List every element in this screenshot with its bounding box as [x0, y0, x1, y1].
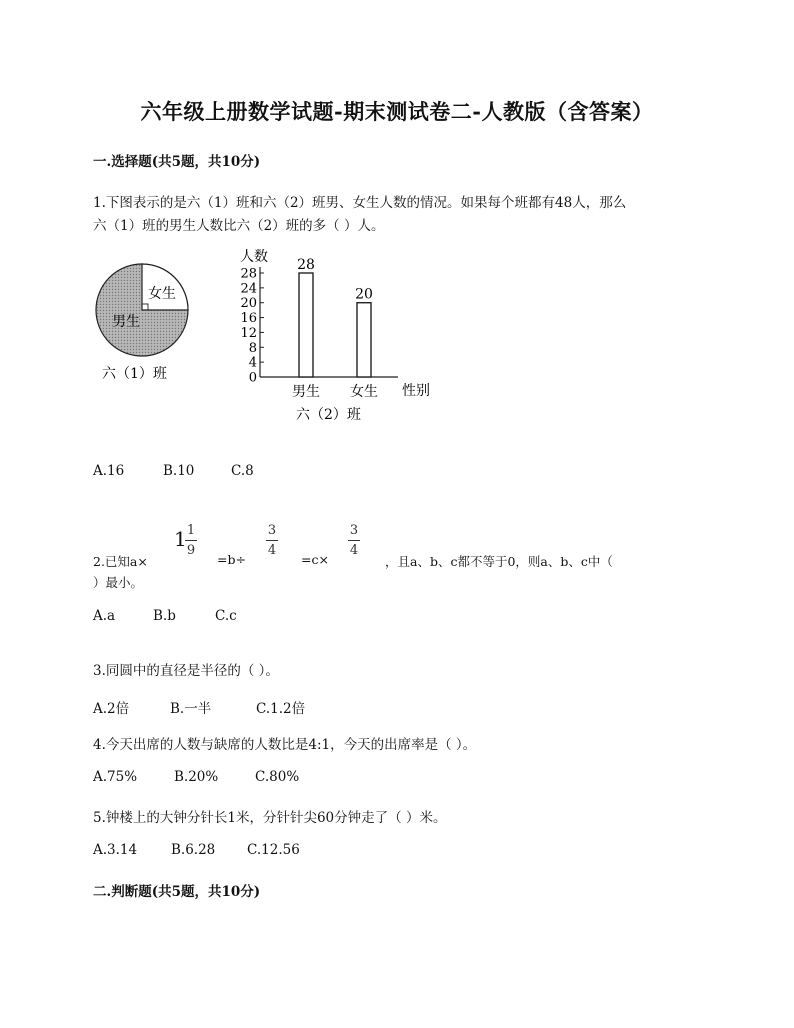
pie-girls-label: 女生	[148, 286, 176, 302]
pie-caption: 六（1）班	[102, 366, 167, 382]
question-4-options	[93, 769, 299, 785]
question-2-post: ，且a、b、c都不等于0，则a、b、c中（	[385, 554, 613, 569]
question-2-pre: 2.已知a×	[93, 554, 148, 569]
fraction-one-ninth	[185, 523, 197, 558]
option-a[interactable]: A.16	[93, 463, 125, 479]
section-heading-judgement: 二.判断题(共5题，共10分)	[93, 884, 261, 900]
fraction-denominator: 9	[186, 543, 196, 558]
option-b[interactable]: B.一半	[170, 701, 212, 717]
question-2-line-2: ）最小。	[93, 575, 144, 590]
y-tick-label: 8	[248, 340, 257, 356]
option-b[interactable]: B.6.28	[171, 842, 216, 858]
fraction-three-quarters-2	[348, 523, 360, 558]
bar-xlabel: 性别	[402, 383, 430, 399]
y-tick-label: 24	[240, 281, 257, 297]
bar-chart-class-2	[230, 245, 450, 425]
y-tick-label: 28	[240, 266, 257, 282]
question-2-mid-1: =b÷	[217, 552, 246, 567]
bar-girls	[357, 303, 371, 377]
pie-boys-label: 男生	[112, 314, 140, 330]
y-tick-label: 4	[248, 355, 257, 371]
option-a[interactable]: A.3.14	[93, 842, 138, 858]
bar-caption: 六（2）班	[296, 407, 361, 423]
option-b[interactable]: B.b	[153, 608, 176, 624]
question-1-line-1: 1.下图表示的是六（1）班和六（2）班男、女生人数的情况。如果每个班都有48人，那么	[93, 195, 627, 211]
option-c[interactable]: C.12.56	[247, 842, 300, 858]
question-5-options	[93, 842, 300, 858]
option-b[interactable]: B.10	[163, 463, 195, 479]
option-b[interactable]: B.20%	[174, 769, 219, 785]
bar-category-label: 女生	[350, 384, 378, 400]
y-tick-label: 12	[240, 325, 257, 341]
bar-category-label: 男生	[292, 384, 320, 400]
option-c[interactable]: C.1.2倍	[256, 701, 306, 717]
fraction-denominator: 4	[267, 543, 277, 558]
bar-boys	[299, 273, 313, 377]
fraction-numerator: 3	[267, 523, 277, 538]
bar-value-label: 28	[297, 257, 315, 273]
question-4-text: 4.今天出席的人数与缺席的人数比是4:1，今天的出席率是（ ）。	[93, 737, 477, 753]
question-5-text: 5.钟楼上的大钟分针长1米，分针针尖60分钟走了（ ）米。	[93, 810, 447, 826]
fraction-numerator: 3	[349, 523, 359, 538]
question-2-options	[93, 608, 237, 624]
bar-value-label: 20	[355, 286, 373, 303]
bar-ylabel: 人数	[240, 249, 268, 265]
question-1-options	[93, 463, 254, 479]
section-heading-choice: 一.选择题(共5题，共10分)	[93, 154, 261, 170]
option-c[interactable]: C.c	[215, 608, 237, 624]
question-3-text: 3.同圆中的直径是半径的（ ）。	[93, 663, 279, 679]
option-a[interactable]: A.75%	[93, 769, 138, 785]
y-tick-label: 16	[240, 311, 257, 327]
page-title: 六年级上册数学试题-期末测试卷二-人教版（含答案）	[140, 99, 654, 124]
option-a[interactable]: A.a	[93, 608, 116, 624]
question-1-line-2: 六（1）班的男生人数比六（2）班的多（ ）人。	[93, 218, 385, 234]
fraction-numerator: 1	[186, 523, 196, 538]
option-c[interactable]: C.8	[231, 463, 254, 479]
y-tick-label: 20	[240, 296, 257, 312]
y-tick-label: 0	[248, 370, 257, 386]
question-3-options	[93, 697, 305, 717]
option-a[interactable]: A.2倍	[93, 701, 130, 717]
fraction-denominator: 4	[349, 543, 359, 558]
pie-chart-class-1	[90, 258, 210, 388]
fraction-three-quarters-1	[266, 523, 278, 558]
mixed-number-whole: 1	[174, 527, 187, 551]
question-2-mid-2: =c×	[301, 552, 329, 567]
option-c[interactable]: C.80%	[255, 769, 300, 785]
